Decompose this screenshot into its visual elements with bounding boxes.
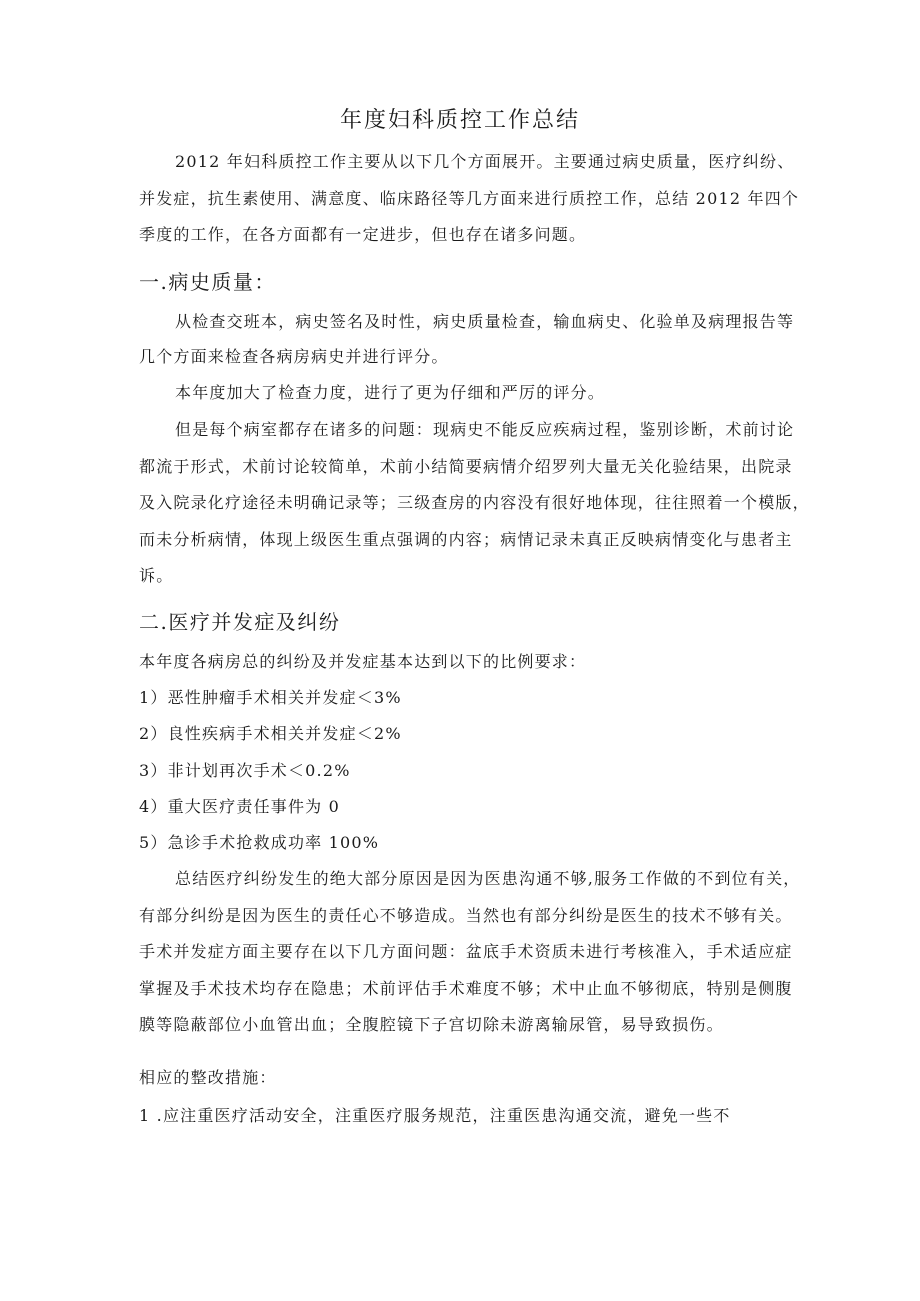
text-line: 并发症，抗生素使用、满意度、临床路径等几方面来进行质控工作，总结 2012 年四个 bbox=[139, 189, 800, 208]
list-item: 3）非计划再次手术＜0.2% bbox=[139, 761, 351, 780]
text-line: 都流于形式，术前讨论较简单，术前小结简要病情介绍罗列大量无关化验结果，出院录 bbox=[139, 457, 793, 476]
text-line: 有部分纠纷是因为医生的责任心不够造成。当然也有部分纠纷是医生的技术不够有关。 bbox=[139, 906, 793, 925]
text-line: 本年度加大了检查力度，进行了更为仔细和严厉的评分。 bbox=[175, 383, 606, 402]
measures-heading: 相应的整改措施： bbox=[139, 1068, 277, 1087]
paragraph-lead: 本年度各病房总的纠纷及并发症基本达到以下的比例要求： bbox=[139, 652, 587, 671]
text-line: 从检查交班本，病史签名及时性，病史质量检查，输血病史、化验单及病理报告等 bbox=[175, 312, 795, 331]
list-item: 1 .应注重医疗活动安全，注重医疗服务规范，注重医患沟通交流，避免一些不 bbox=[139, 1106, 731, 1125]
document-title: 年度妇科质控工作总结 bbox=[339, 108, 580, 133]
text-line: 膜等隐蔽部位小血管出血；全腹腔镜下子宫切除未游离输尿管，易导致损伤。 bbox=[139, 1015, 724, 1034]
section-heading-complications: 二.医疗并发症及纠纷 bbox=[139, 610, 341, 634]
list-item: 2）良性疾病手术相关并发症＜2% bbox=[139, 724, 402, 743]
text-line: 掌握及手术技术均存在隐患；术前评估手术难度不够；术中止血不够彻底，特别是侧腹 bbox=[139, 979, 793, 998]
text-line: 但是每个病室都存在诸多的问题：现病史不能反应疾病过程，鉴别诊断，术前讨论 bbox=[175, 420, 795, 439]
text-line: 2012 年妇科质控工作主要从以下几个方面展开。主要通过病史质量，医疗纠纷、 bbox=[175, 152, 795, 171]
text-line: 季度的工作，在各方面都有一定进步，但也存在诸多问题。 bbox=[139, 225, 587, 244]
list-item: 1）恶性肿瘤手术相关并发症＜3% bbox=[139, 688, 402, 707]
text-line: 及入院录化疗途径未明确记录等；三级查房的内容没有很好地体现，往往照着一个模版， bbox=[139, 493, 810, 512]
text-line: 而未分析病情，体现上级医生重点强调的内容；病情记录未真正反映病情变化与患者主 bbox=[139, 530, 793, 549]
text-line: 诉。 bbox=[139, 566, 174, 585]
text-line: 总结医疗纠纷发生的绝大部分原因是因为医患沟通不够,服务工作做的不到位有关， bbox=[175, 869, 801, 888]
section-heading-medical-records: 一.病史质量： bbox=[139, 270, 276, 294]
text-line: 手术并发症方面主要存在以下几方面问题：盆底手术资质未进行考核准入，手术适应症 bbox=[139, 942, 793, 961]
text-line: 几个方面来检查各病房病史并进行评分。 bbox=[139, 347, 449, 366]
list-item: 4）重大医疗责任事件为 0 bbox=[139, 797, 341, 816]
list-item: 5）急诊手术抢救成功率 100% bbox=[139, 833, 380, 852]
